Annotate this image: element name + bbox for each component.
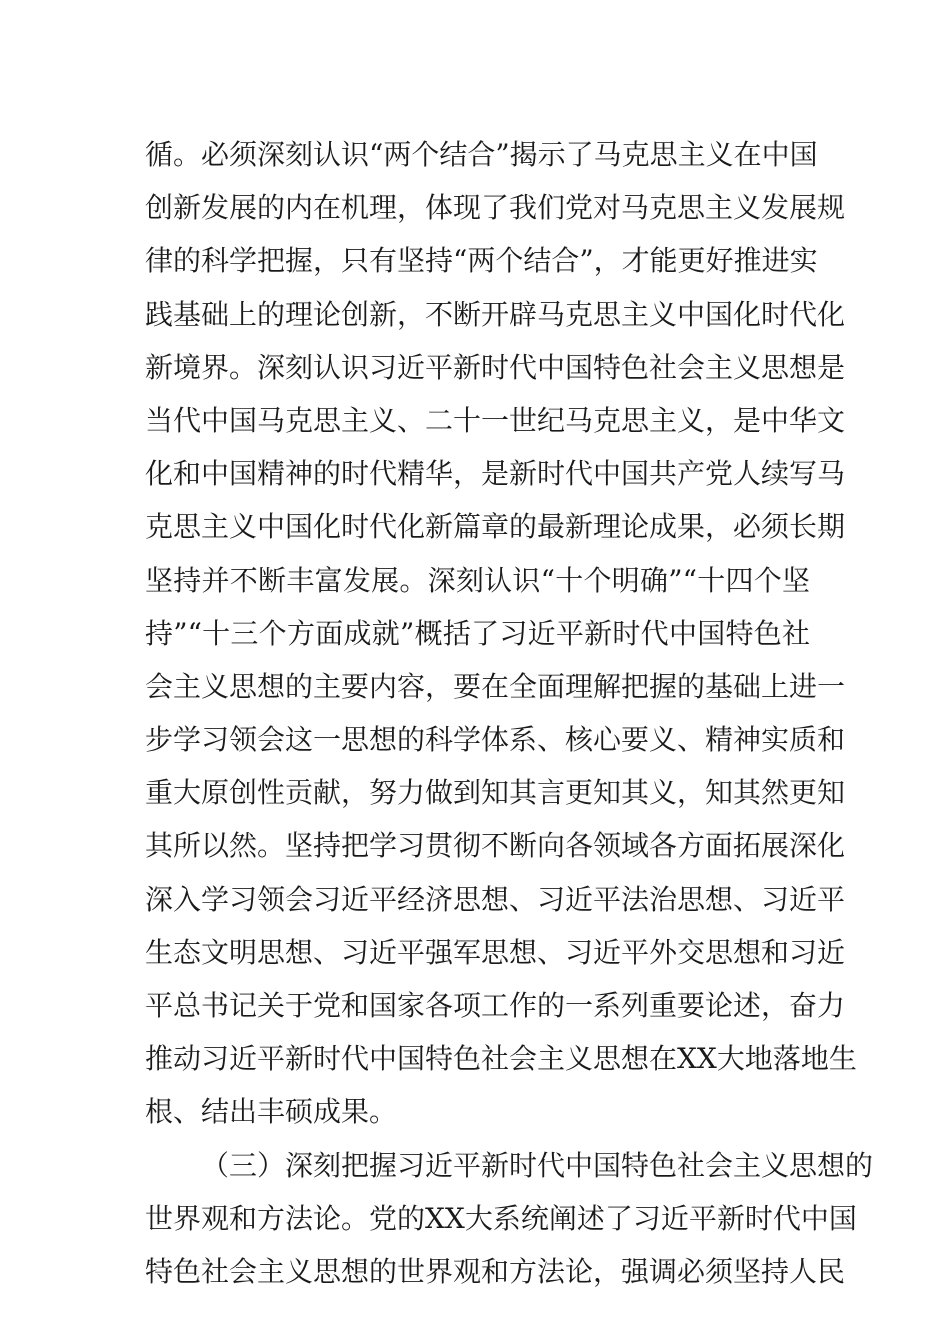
text-line: 化和中国精神的时代精华，是新时代中国共产党人续写马 (145, 457, 846, 491)
text-line: 特色社会主义思想的世界观和方法论，强调必须坚持人民 (145, 1254, 846, 1288)
text-line: 循。必须深刻认识“两个结合”揭示了马克思主义在中国 (145, 138, 818, 171)
text-line: 其所以然。坚持把学习贯彻不断向各领域各方面拓展深化 (145, 829, 846, 863)
text-line: 新境界。深刻认识习近平新时代中国特色社会主义思想是 (145, 350, 846, 384)
section-heading-line: （三）深刻把握习近平新时代中国特色社会主义思想的 (201, 1148, 874, 1182)
text-line: 步学习领会这一思想的科学体系、核心要义、精神实质和 (145, 723, 846, 757)
text-line: 律的科学把握，只有坚持“两个结合”，才能更好推进实 (145, 244, 818, 278)
text-line: 克思主义中国化时代化新篇章的最新理论成果，必须长期 (145, 510, 846, 544)
text-line: 深入学习领会习近平经济思想、习近平法治思想、习近平 (145, 882, 846, 916)
text-line: 创新发展的内在机理，体现了我们党对马克思主义发展规 (145, 191, 846, 225)
paragraph-end-line: 根、结出丰硕成果。 (145, 1095, 398, 1129)
text-line: 坚持并不断丰富发展。深刻认识“十个明确”“十四个坚 (145, 563, 810, 597)
text-line: 当代中国马克思主义、二十一世纪马克思主义，是中华文 (145, 403, 846, 437)
document-body (145, 128, 874, 1298)
text-line: 平总书记关于党和国家各项工作的一系列重要论述，奋力 (145, 989, 846, 1022)
text-line: 会主义思想的主要内容，要在全面理解把握的基础上进一 (145, 669, 846, 703)
text-line: 生态文明思想、习近平强军思想、习近平外交思想和习近 (145, 935, 846, 969)
text-line: 推动习近平新时代中国特色社会主义思想在XX大地落地生 (145, 1042, 857, 1076)
text-line: 世界观和方法论。党的XX大系统阐述了习近平新时代中国 (145, 1201, 857, 1235)
text-line: 践基础上的理论创新，不断开辟马克思主义中国化时代化 (145, 297, 846, 331)
text-line: 持”“十三个方面成就”概括了习近平新时代中国特色社 (145, 616, 810, 650)
text-line: 重大原创性贡献，努力做到知其言更知其义，知其然更知 (145, 776, 846, 810)
